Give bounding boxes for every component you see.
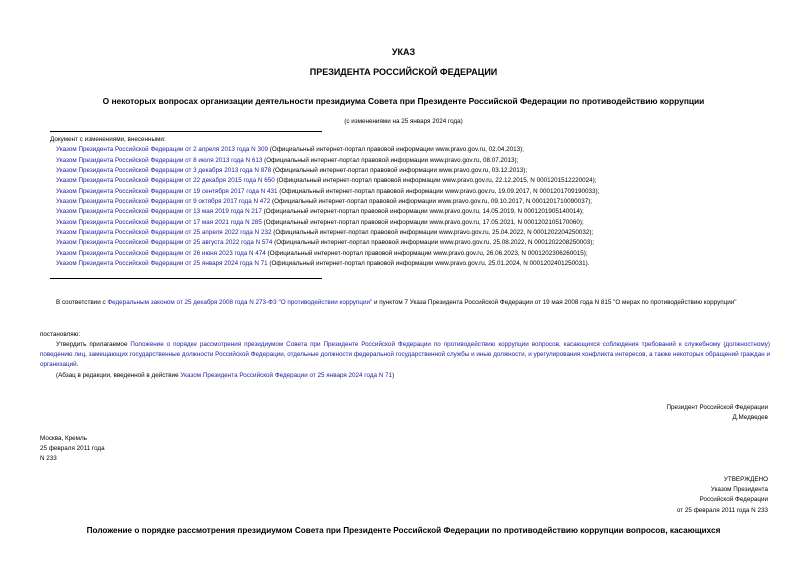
place: Москва, Кремль xyxy=(40,435,87,442)
doc-type-title: УКАЗ xyxy=(391,47,416,57)
edition-remark-text: (Абзац в редакции, введенной в действие xyxy=(56,372,181,379)
list-item xyxy=(56,259,599,269)
amendment-link[interactable]: Указом Президента Российской Федерации от 9 октября 2017 года N 472 xyxy=(56,198,271,206)
approval-end: . xyxy=(76,361,79,369)
amendment-link[interactable]: Указом Президента Российской Федерации от 19 сентября 2017 года N 431 xyxy=(56,187,278,195)
changes-bottom-divider xyxy=(50,278,322,279)
changes-list xyxy=(50,135,600,269)
amendment-source: (Официальный интернет-портал правовой информации www.pravo.gov.ru, 25.08.2022, N 0001202208250003); xyxy=(272,239,595,247)
list-item xyxy=(56,187,599,197)
amendment-source: (Официальный интернет-портал правовой информации www.pravo.gov.ru, 25.01.2024, N 0001202401250031). xyxy=(267,260,590,268)
list-item xyxy=(56,218,599,228)
regulation-link[interactable]: Положение о порядке рассмотрения президиумом Совета при Президенте Российской Федерации по противодействию коррупции вопросов, касающихся соблюдения требований к служебному (должностному) поведению лиц, замещающих государственные должности Российской Федерации, отдельные должности федеральной государственной службы и иные должности, и урегулирования конфликта интересов, а также некоторых обращений граждан и организаций xyxy=(40,341,770,369)
preamble-text: В соответствии с xyxy=(56,299,108,306)
signatory-position: Президент Российской Федерации xyxy=(666,404,768,411)
approved-line: Указом Президента xyxy=(710,486,768,494)
amendment-source: (Официальный интернет-портал правовой информации www.pravo.gov.ru, 17.05.2021, N 0001202105170060); xyxy=(261,218,584,226)
amendment-source: (Официальный интернет-портал правовой информации www.pravo.gov.ru, 08.07.2013); xyxy=(262,156,519,164)
edition-decree-link[interactable]: Указом Президента Российской Федерации от 25 января 2024 года N 71 xyxy=(180,372,393,379)
preamble-paragraph xyxy=(40,298,770,308)
list-item xyxy=(56,166,599,176)
amendment-link[interactable]: Указом Президента Российской Федерации от 2 апреля 2013 года N 309 xyxy=(56,146,268,154)
list-item xyxy=(56,176,599,186)
amendment-link[interactable]: Указом Президента Российской Федерации от 25 апреля 2022 года N 232 xyxy=(56,229,272,237)
approval-paragraph xyxy=(40,340,770,371)
list-item xyxy=(56,145,599,155)
edition-remark xyxy=(56,371,394,381)
amendment-link[interactable]: Указом Президента Российской Федерации от 26 июня 2023 года N 474 xyxy=(56,249,266,257)
issuer-title: ПРЕЗИДЕНТА РОССИЙСКОЙ ФЕДЕРАЦИИ xyxy=(309,67,498,77)
approval-stamp xyxy=(677,475,768,516)
amendment-source: (Официальный интернет-портал правовой информации www.pravo.gov.ru, 02.04.2013); xyxy=(267,146,524,154)
amendment-source: (Официальный интернет-портал правовой информации www.pravo.gov.ru, 19.09.2017, N 0001201709190033); xyxy=(277,187,600,195)
date: 25 февраля 2011 года xyxy=(40,445,105,453)
preamble-text-rest: и пунктом 7 Указа Президента Российской Федерации от 19 мая 2008 года N 815 "О мерах по противодействию коррупции" xyxy=(372,299,737,306)
approved-line: от 25 февраля 2011 года N 233 xyxy=(676,506,768,514)
list-item xyxy=(56,249,599,259)
approved-line: Российской Федерации xyxy=(699,496,768,504)
amendment-source: (Официальный интернет-портал правовой информации www.pravo.gov.ru, 14.05.2019, N 0001201905140014); xyxy=(261,208,584,216)
amendment-link[interactable]: Указом Президента Российской Федерации от 8 июля 2013 года N 613 xyxy=(56,156,263,164)
amendment-source: (Официальный интернет-портал правовой информации www.pravo.gov.ru, 22.12.2015, N 0001201512220024); xyxy=(274,177,597,185)
list-item xyxy=(56,228,599,238)
amendment-source: (Официальный интернет-портал правовой информации www.pravo.gov.ru, 03.12.2013); xyxy=(271,167,528,175)
amendment-link[interactable]: Указом Президента Российской Федерации от 22 декабря 2015 года N 650 xyxy=(56,177,275,185)
decree-number: N 233 xyxy=(40,455,57,463)
edition-remark-end: ) xyxy=(392,372,395,379)
amendment-link[interactable]: Указом Президента Российской Федерации от 17 мая 2021 года N 285 xyxy=(56,218,262,226)
signatory-name: Д.Медведев xyxy=(732,414,768,422)
document-title: О некоторых вопросах организации деятельности президиума Совета при Президенте Российской Федерации по противодействию коррупции xyxy=(102,96,705,106)
amendment-source: (Официальный интернет-портал правовой информации www.pravo.gov.ru, 09.10.2017, N 0001201710090037); xyxy=(270,198,593,206)
amendment-source: (Официальный интернет-портал правовой информации www.pravo.gov.ru, 25.04.2022, N 0001202204250032); xyxy=(271,229,594,237)
list-item xyxy=(56,207,599,217)
federal-law-link[interactable]: Федеральным законом от 25 декабря 2008 года N 273-ФЗ "О противодействии коррупции" xyxy=(107,299,373,306)
changes-intro: Документ с изменениями, внесенными: xyxy=(50,136,166,143)
amendment-link[interactable]: Указом Президента Российской Федерации от 3 декабря 2013 года N 878 xyxy=(56,167,272,175)
amendment-link[interactable]: Указом Президента Российской Федерации от 13 мая 2019 года N 217 xyxy=(56,208,262,216)
approval-text: Утвердить прилагаемое xyxy=(56,341,131,348)
amendment-link[interactable]: Указом Президента Российской Федерации от 25 августа 2022 года N 574 xyxy=(56,239,273,247)
decree-word: постановляю: xyxy=(40,331,81,338)
regulation-heading: Положение о порядке рассмотрения президиумом Совета при Президенте Российской Федерации по противодействию коррупции вопросов, касающихся xyxy=(86,526,721,535)
approved-label: УТВЕРЖДЕНО xyxy=(723,476,768,483)
amendment-link[interactable]: Указом Президента Российской Федерации от 25 января 2024 года N 71 xyxy=(56,260,268,268)
place-date-block xyxy=(40,434,105,465)
changes-top-divider xyxy=(50,131,322,132)
list-item xyxy=(56,197,599,207)
amendment-source: (Официальный интернет-портал правовой информации www.pravo.gov.ru, 26.06.2023, N 0001202306260015); xyxy=(265,249,588,257)
list-item xyxy=(56,156,599,166)
signature-block xyxy=(666,403,768,423)
list-item xyxy=(56,238,599,248)
edition-note: (с изменениями на 25 января 2024 года) xyxy=(344,118,463,125)
